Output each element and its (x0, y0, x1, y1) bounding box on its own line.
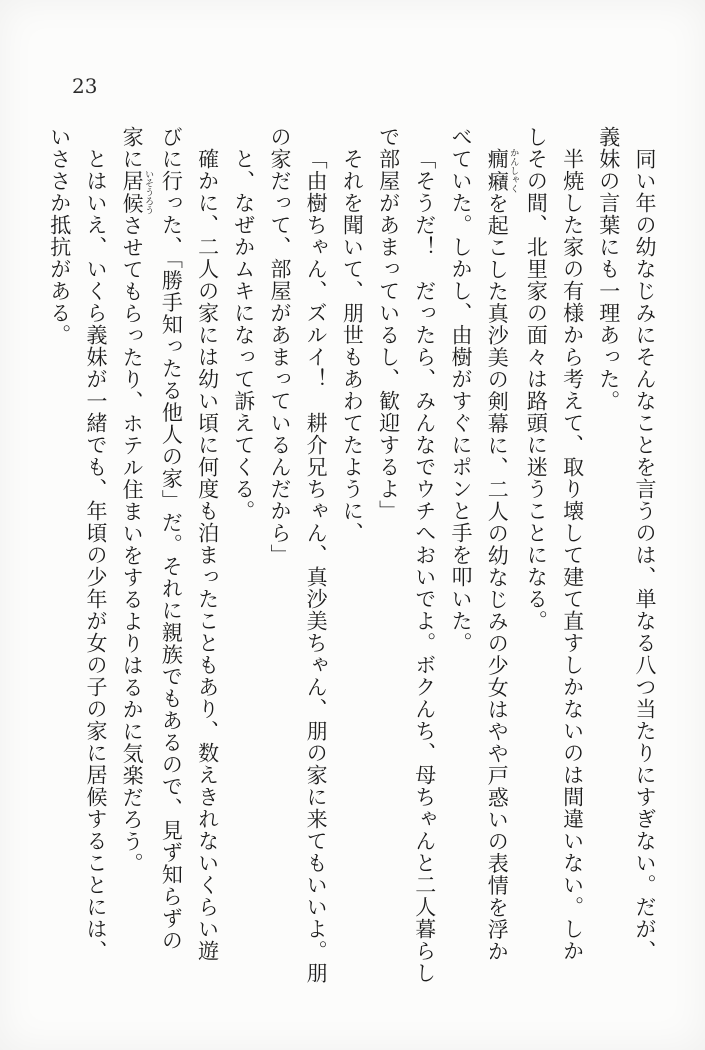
text-line: と、なぜかムキになって訴えてくる。 (231, 148, 256, 522)
text-line: で部屋があまっているし、歓迎するよ」 (376, 126, 401, 522)
text-line: とはいえ、いくら義妹が一緒でも、年頃の少年が女の子の家に居候することには、 (83, 148, 108, 962)
text-line: の家だって、部屋があまっているんだから」 (267, 126, 292, 566)
text-line: 半焼した家の有様から考えて、取り壊して建て直すしかないのは間違いない。しか (560, 148, 585, 962)
text-line: 義妹の言葉にも一理あった。 (596, 126, 621, 412)
text-line: 癇癪 かんしゃくを起こした真沙美の剣幕に、二人の幼なじみの少女はやや戸惑いの表情を浮か (485, 148, 519, 963)
text-line: 確かに、二人の家には幼い頃に何度も泊まったこともあり、数えきれないくらい遊 (195, 148, 220, 962)
text-line: びに行った、「勝手知ったる他人の家」だ。それに親族でもあるので、見ず知らずの (159, 126, 184, 952)
text-line: それを聞いて、朋世もあわてたように、 (340, 148, 365, 544)
text-line: 「そうだ！ だったら、みんなでウチへおいでよ。ボクんち、母ちゃんと二人暮らし (412, 148, 437, 984)
furigana-annotated-word: 癇癪 かんしゃく (485, 148, 519, 193)
page-number: 23 (72, 74, 98, 98)
text-line: 家に居候 いそうろうさせてもらったり、ホテル住まいをするよりはるかに気楽だろう。 (120, 126, 154, 875)
text-line: しその間、北里家の面々は路頭に迷うことになる。 (524, 126, 549, 632)
text-line: いささか抵抗がある。 (47, 126, 72, 346)
vertical-text-block (47, 126, 663, 998)
furigana-annotated-word: 居候 いそうろう (120, 169, 154, 215)
text-line: べていた。しかし、由樹がすぐにポンと手を叩いた。 (448, 126, 473, 654)
text-line: 「由樹ちゃん、ズルイ！ 耕介兄ちゃん、真沙美ちゃん、朋の家に来てもいいよ。朋 (304, 148, 329, 984)
text-line: 同い年の幼なじみにそんなことを言うのは、単なる八つ当たりにすぎない。だが、 (633, 148, 657, 962)
